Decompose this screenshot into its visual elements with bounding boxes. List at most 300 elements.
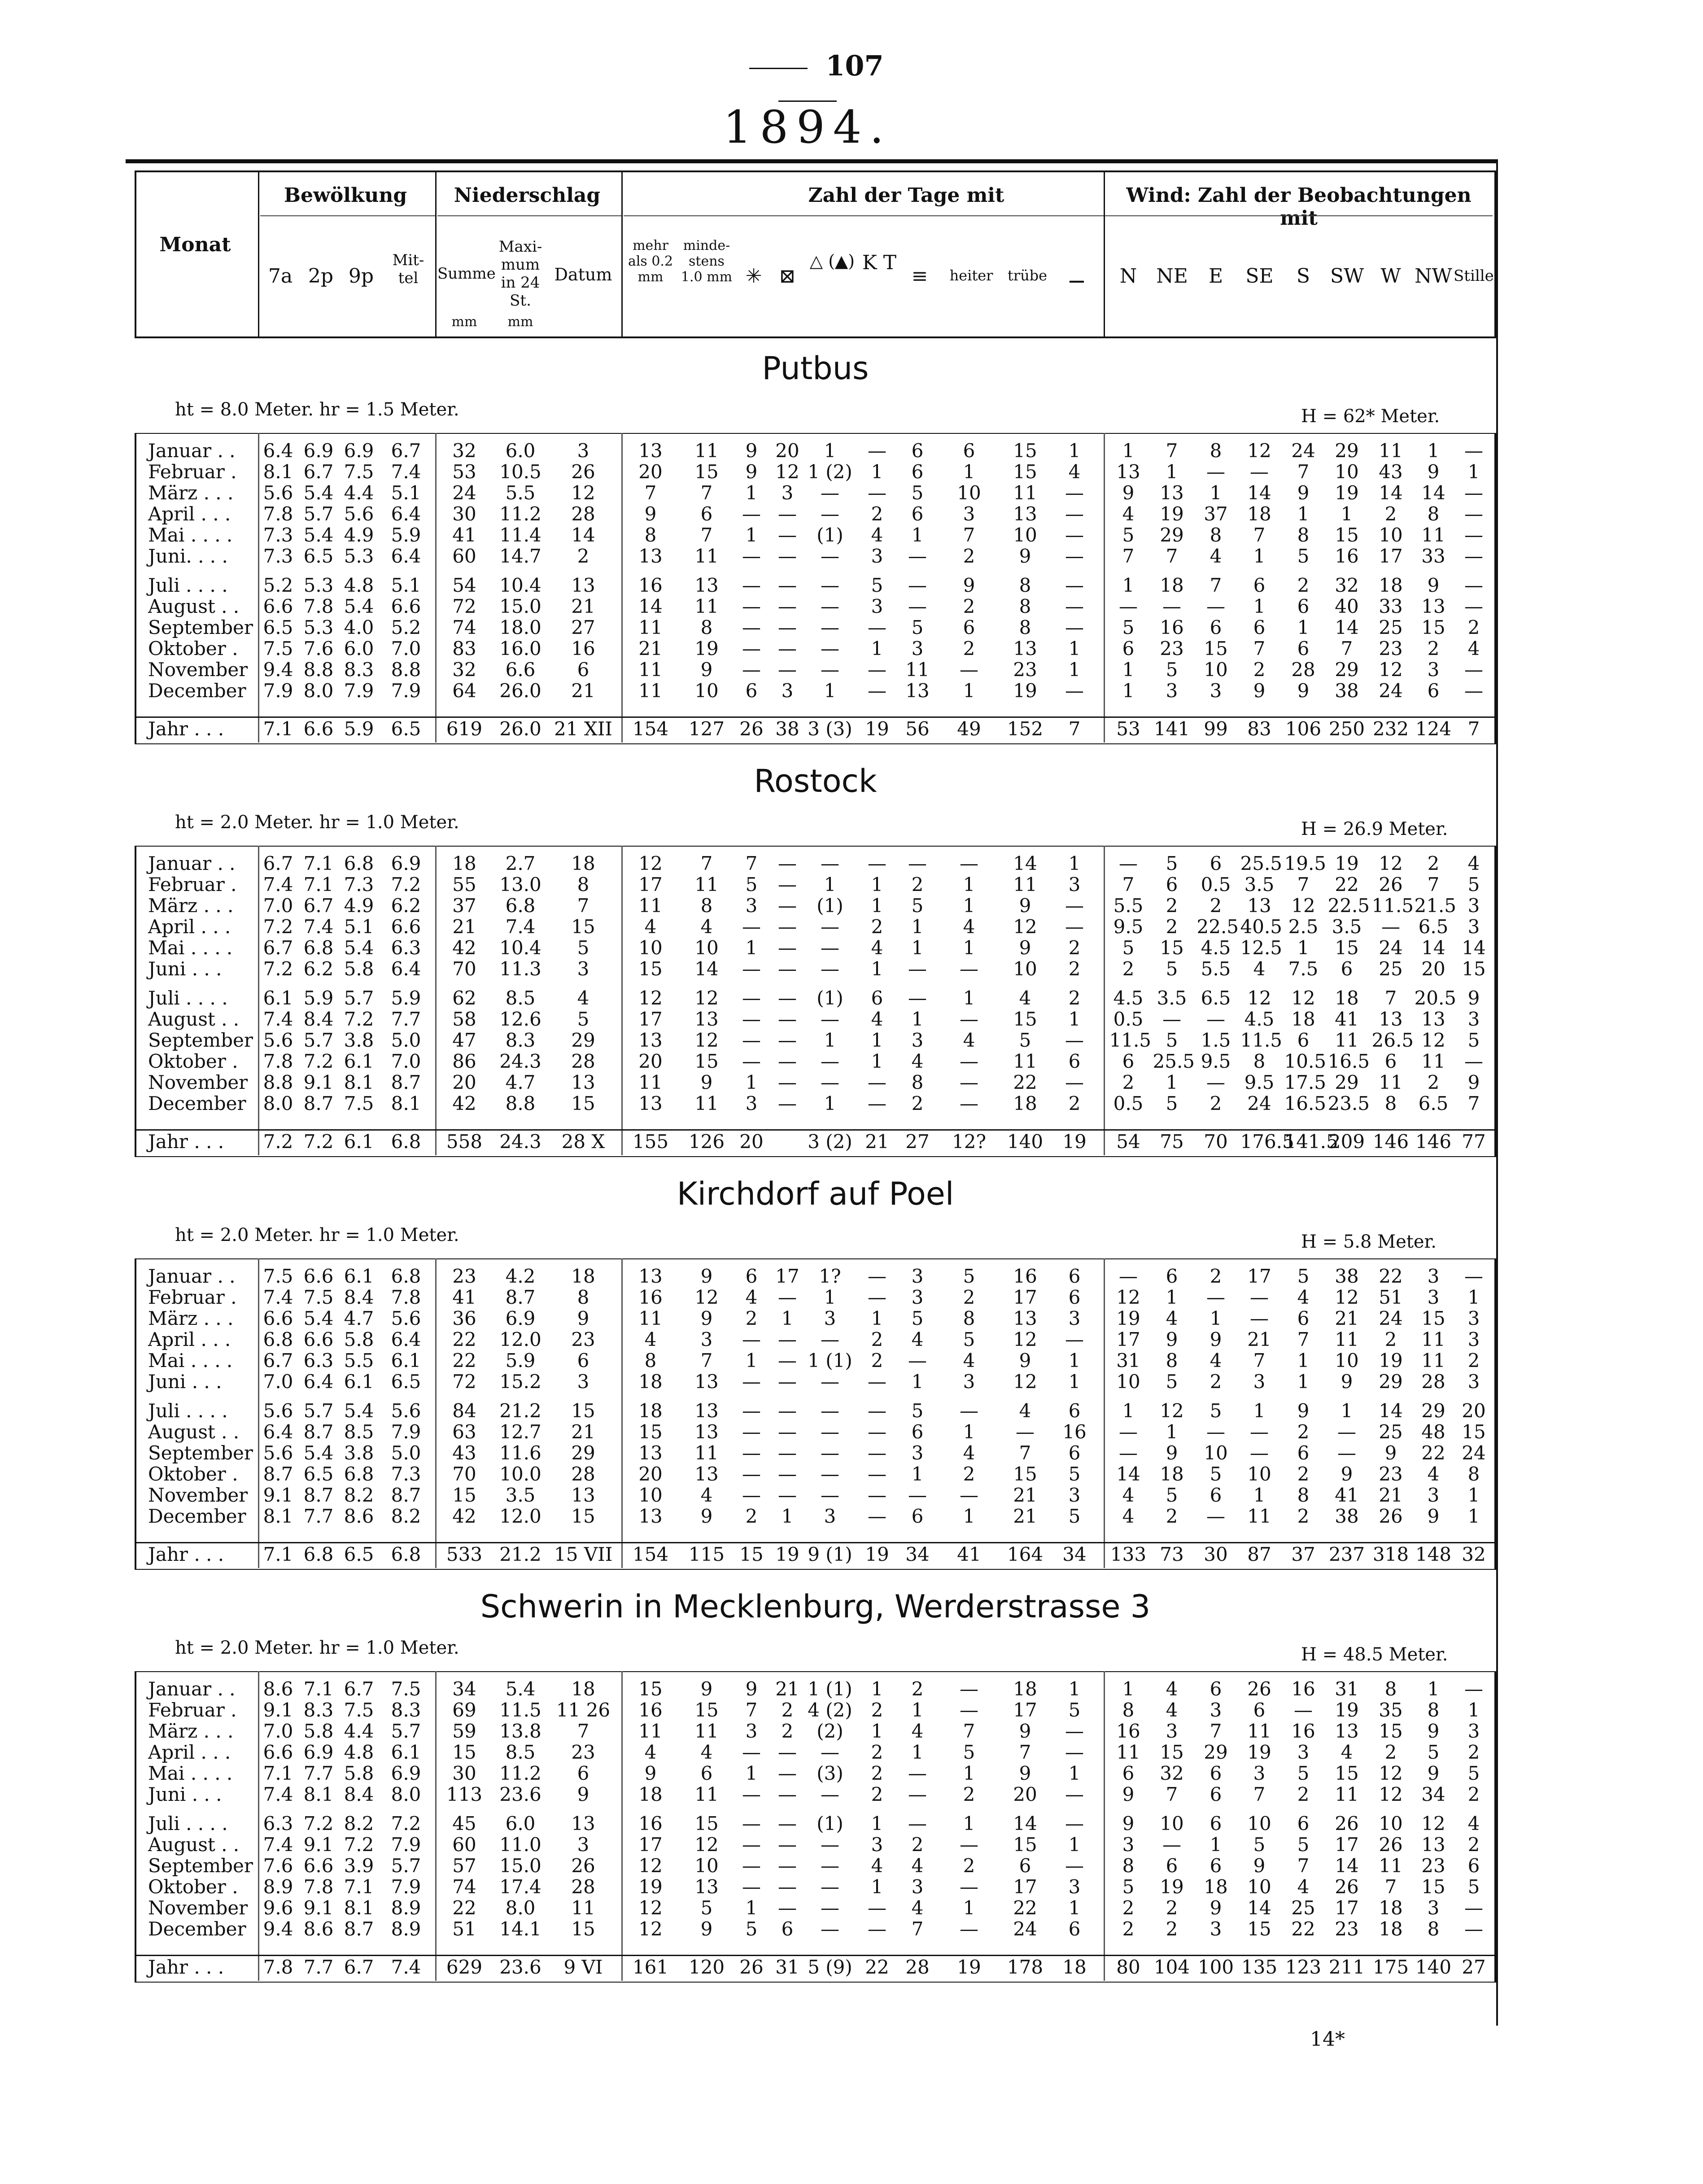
table-cell: 7.0 [391,638,421,660]
table-cell: 75 [1160,1131,1184,1153]
table-cell: 2 [963,638,975,660]
table-cell: — [778,1783,797,1805]
table-cell: 8.4 [303,1008,334,1030]
month-label: September [148,1442,253,1464]
table-cell: 7 [1122,545,1135,567]
table-cell: — [868,482,886,504]
table-cell: 15.0 [499,1855,541,1877]
table-cell: — [1119,1421,1138,1443]
table-cell: 1 [745,1897,758,1919]
table-cell: 3 [1467,1008,1480,1030]
table-cell: 9 [1297,482,1310,504]
table-cell: 1 [1253,545,1266,567]
table-cell: 7.4 [505,916,536,938]
table-cell: 32 [452,440,476,462]
month-label: Juli . . . . [148,987,228,1009]
table-cell: 6 [1210,1678,1222,1700]
table-cell: 4.0 [344,616,374,638]
table-cell: 34 [1062,1543,1087,1565]
table-cell: 6 [1253,616,1266,638]
table-row [135,895,1496,916]
table-cell: 5 [1068,1505,1081,1527]
table-cell: — [1250,1307,1269,1329]
table-cell: 9 [1210,1328,1222,1350]
table-cell: 14 [1462,937,1486,959]
table-cell: 6 [1210,1783,1222,1805]
table-cell: 12 [1291,895,1315,917]
table-cell: 8.8 [263,1071,293,1093]
table-cell: 4 [1122,1505,1135,1527]
table-cell: 8.1 [344,1071,374,1093]
table-cell: 2 [1427,852,1440,874]
table-cell: 140 [1415,1956,1452,1978]
table-cell: 5.4 [344,595,374,617]
table-cell: 3 [1210,1918,1222,1940]
table-cell: 1 [824,440,836,462]
table-cell: — [960,1050,978,1072]
table-cell: 3 [1210,1699,1222,1721]
table-cell: 12 [638,1918,663,1940]
table-cell: 41 [1335,1484,1359,1506]
table-cell: 9 (1) [808,1543,852,1565]
table-cell: 4 [963,1350,975,1372]
table-cell: 9.5 [1201,1050,1231,1072]
table-cell: 6 [700,503,713,525]
table-cell: — [821,1484,839,1506]
table-cell: 2 [1068,937,1081,959]
table-cell: — [868,852,886,874]
table-cell: 8.8 [303,659,334,681]
table-cell: 6 [1297,1307,1310,1329]
table-cell: 27 [1462,1956,1486,1978]
table-cell: 83 [1247,718,1271,740]
table-cell: 7 [1019,1741,1031,1763]
table-cell: — [821,1442,839,1464]
header-w-sw: SW [1330,265,1364,288]
table-cell: 250 [1328,718,1365,740]
table-cell: 9 [1427,1720,1440,1742]
header-n-summe: Summe [437,265,496,283]
table-cell: 27 [905,1131,930,1153]
table-cell: 176.5 [1240,1131,1294,1153]
table-cell: — [1250,1442,1269,1464]
table-cell: 3 [1068,1876,1081,1898]
table-cell: 6 [1341,958,1353,980]
table-cell: — [778,659,797,681]
table-row [135,1265,1496,1287]
table-cell: 3 [745,895,758,917]
table-cell: 12 [1421,1029,1445,1051]
table-cell: 72 [452,595,476,617]
table-cell: 6.4 [303,1371,334,1393]
month-label: März . . . [148,1307,234,1329]
table-cell: 4 [963,916,975,938]
table-cell: 113 [446,1783,483,1805]
table-cell: 30 [1204,1543,1228,1565]
table-cell: 3 [577,958,590,980]
table-cell: 19 [638,1876,663,1898]
table-cell: 6 [1297,595,1310,617]
table-cell: 54 [1116,1131,1140,1153]
table-cell: 8.4 [344,1783,374,1805]
table-cell: 8.2 [344,1813,374,1835]
table-cell: — [1206,595,1225,617]
table-cell: 29 [1421,1400,1445,1422]
table-cell: 18 [638,1371,663,1393]
table-cell: 11 [1247,1720,1271,1742]
table-cell: — [778,1834,797,1856]
table-cell: 8.6 [263,1678,293,1700]
table-cell: 10 [694,1855,719,1877]
table-cell: 11.5 [1109,1029,1152,1051]
header-w-n: N [1119,265,1137,288]
table-cell: 8.6 [303,1918,334,1940]
table-cell: 10 [1247,1463,1271,1485]
table-cell: 5 [577,937,590,959]
table-cell: 1 [824,1029,836,1051]
jahr-row [135,1542,1496,1565]
table-cell: 11 [638,680,663,702]
table-cell: 9 [1019,545,1031,567]
table-cell: 13 [1421,1834,1445,1856]
table-cell: 11 [1421,1050,1445,1072]
table-cell: 8 [1122,1699,1135,1721]
table-row [135,1813,1496,1834]
table-cell: 42 [452,937,476,959]
table-cell: 2 [1068,958,1081,980]
table-cell: 7.2 [303,1813,334,1835]
table-cell: 6 [1068,1265,1081,1287]
table-cell: 5.4 [303,1307,334,1329]
table-cell: 19 [1013,680,1037,702]
table-cell: 15 [1013,461,1037,483]
table-cell: 30 [452,1762,476,1784]
table-cell: 5 [911,1400,924,1422]
table-row [135,1463,1496,1485]
table-cell: 13 [694,1371,719,1393]
table-cell: 16 [638,1813,663,1835]
table-cell: 26 [1335,1813,1359,1835]
table-cell: 140 [1007,1131,1044,1153]
table-cell: 3 [871,1834,883,1856]
table-cell: 15 [1013,1834,1037,1856]
table-cell: 4.5 [1244,1008,1275,1030]
table-cell: 9 [1427,461,1440,483]
station-height-barometer: H = 5.8 Meter. [1301,1232,1437,1252]
table-cell: 22.5 [1327,895,1370,917]
table-cell: 24 [1379,1307,1403,1329]
table-cell: 20 [638,1463,663,1485]
right-rule [1496,159,1498,2026]
table-cell: — [908,1762,927,1784]
table-cell: 17 [1247,1265,1271,1287]
month-label: April . . . [148,1328,231,1350]
table-cell: 22 [452,1897,476,1919]
table-cell: — [960,659,978,681]
table-cell: 2 [1467,616,1480,638]
header-bewoelkung: Bewölkung [284,184,407,207]
table-cell: 10 [957,482,981,504]
table-cell: — [778,1050,797,1072]
table-cell: 9 [1019,895,1031,917]
table-cell: 29 [1335,1071,1359,1093]
table-cell: 1 [1341,1400,1353,1422]
table-cell: 5 [871,574,883,596]
table-cell: 11 [694,1092,719,1114]
table-cell: 13 [571,1071,595,1093]
table-cell: 5.4 [344,1400,374,1422]
table-cell: 72 [452,1371,476,1393]
table-cell: 120 [688,1956,725,1978]
table-cell: 7.1 [263,718,293,740]
table-cell: 6.8 [263,1328,293,1350]
table-cell: 8.1 [263,461,293,483]
header-b-9p: 9p [348,265,374,288]
table-cell: 15.2 [499,1371,541,1393]
table-cell: 13 [638,1505,663,1527]
header-t-fog: ≡ [911,265,928,288]
table-cell: 22 [1013,1071,1037,1093]
table-cell: 148 [1415,1543,1452,1565]
table-cell: — [821,937,839,959]
table-cell: 18.0 [499,616,541,638]
table-cell: 5 [1068,1463,1081,1485]
table-row [135,1505,1496,1527]
table-cell: 19 [694,638,719,660]
table-cell: 4 [1166,1307,1178,1329]
table-cell: 9 [1019,1762,1031,1784]
table-cell: — [778,545,797,567]
table-cell: — [778,958,797,980]
table-cell: — [868,680,886,702]
table-cell: — [778,1741,797,1763]
table-cell: 7.3 [263,545,293,567]
table-cell: 178 [1007,1956,1044,1978]
table-cell: 18 [1062,1956,1087,1978]
table-cell: 20 [638,1050,663,1072]
table-cell: 8.0 [505,1897,536,1919]
table-cell: 8.0 [303,680,334,702]
table-cell: 7.2 [263,958,293,980]
table-cell: 3.5 [1157,987,1187,1009]
table-cell: 4 [1019,987,1031,1009]
table-cell: 7 [1467,718,1480,740]
table-cell: 17 [1013,1699,1037,1721]
table-cell: 8 [644,524,657,546]
table-cell: 2 [1297,1421,1310,1443]
table-cell: 13 [694,1008,719,1030]
table-cell: 4 [963,1029,975,1051]
table-cell: 9 [1467,1071,1480,1093]
month-label: Mai . . . . [148,1762,233,1784]
table-cell: 3 [1427,1265,1440,1287]
table-row [135,524,1496,546]
table-cell: 1 [745,524,758,546]
table-cell: 10.0 [499,1463,541,1485]
table-cell: 6.4 [263,440,293,462]
table-cell: 4 [1210,545,1222,567]
table-cell: 5.6 [263,1400,293,1422]
table-cell: 5.6 [263,1029,293,1051]
table-cell: 5.4 [303,524,334,546]
table-cell: 7 [1297,461,1310,483]
table-cell: — [1464,1918,1483,1940]
table-cell: 12 [1379,1762,1403,1784]
table-cell: 17 [638,1008,663,1030]
table-cell: 20 [1421,958,1445,980]
table-cell: 21 [452,916,476,938]
table-cell: 6.6 [505,659,536,681]
table-cell: 74 [452,616,476,638]
table-cell: 25 [1379,616,1403,638]
table-cell: 4 [1297,1876,1310,1898]
table-cell: 7.5 [263,1265,293,1287]
month-label: August . . [148,1008,240,1030]
table-cell: 2 [963,545,975,567]
table-cell: 23 [452,1265,476,1287]
table-cell: 1 [1068,1834,1081,1856]
month-label: November [148,659,248,681]
table-cell: 232 [1372,718,1409,740]
table-cell: 16 [638,574,663,596]
table-cell: — [908,987,927,1009]
table-cell: 10 [1379,524,1403,546]
table-cell: 11 [1421,1350,1445,1372]
table-cell: 19 [865,1543,889,1565]
table-cell: 1 [871,638,883,660]
table-cell: 60 [452,1834,476,1856]
table-cell: 1 [911,1371,924,1393]
table-cell: — [960,1834,978,1856]
table-cell: 3 [700,1328,713,1350]
table-cell: 8 [1166,1350,1178,1372]
table-cell: 1 [1166,1286,1178,1308]
table-cell: 15 VII [554,1543,613,1565]
table-cell: 21 [1335,1307,1359,1329]
table-cell: — [1065,524,1084,546]
table-cell: 15 [1335,1762,1359,1784]
table-cell: 11 [1379,1855,1403,1877]
table-cell: 1 [871,895,883,917]
table-cell: 2 [1210,1371,1222,1393]
table-cell: 12 [694,1029,719,1051]
table-cell: 8 [1019,595,1031,617]
table-cell: — [1065,895,1084,917]
table-cell: 7.4 [391,1956,421,1978]
month-label: Januar . . [148,1265,236,1287]
table-cell: 3 [781,482,794,504]
table-cell: 126 [688,1131,725,1153]
table-cell: — [1206,1421,1225,1443]
table-cell: 9 [1122,482,1135,504]
table-cell: 9.5 [1113,916,1144,938]
table-cell: 1 [781,1505,794,1527]
month-label: Oktober . [148,1050,238,1072]
table-cell: — [778,503,797,525]
table-cell: 9 [700,659,713,681]
month-label: August . . [148,595,240,617]
table-cell: 6.8 [391,1131,421,1153]
table-cell: 7.3 [263,524,293,546]
table-cell: 6 [781,1918,794,1940]
table-cell: 21 [1379,1484,1403,1506]
table-cell: — [1250,461,1269,483]
table-cell: 8 [1210,524,1222,546]
station-table [135,846,1496,1160]
table-cell: — [778,1071,797,1093]
table-row [135,503,1496,524]
table-cell: 104 [1153,1956,1190,1978]
table-cell: 8 [1122,1855,1135,1877]
table-cell: 1 [1297,1350,1310,1372]
table-cell: 4 [1467,852,1480,874]
table-cell: 4 [871,1855,883,1877]
month-label: Juli . . . . [148,1400,228,1422]
table-cell: — [821,916,839,938]
table-cell: 70 [1204,1131,1228,1153]
header-w-nw: NW [1415,265,1452,288]
table-cell: 4 [871,937,883,959]
table-cell: 10.5 [499,461,541,483]
table-cell: 2 [1467,1741,1480,1763]
jahr-row [135,1955,1496,1978]
table-cell: 3 [911,1442,924,1464]
table-cell: 21 [1247,1328,1271,1350]
table-cell: 17.5 [1284,1071,1327,1093]
table-cell: 5.6 [391,1307,421,1329]
table-cell: 28 [1291,659,1315,681]
table-cell: — [960,1071,978,1093]
table-cell: 3 [745,1720,758,1742]
table-cell: — [778,895,797,917]
table-cell: 1 [963,1505,975,1527]
table-cell: (1) [817,524,843,546]
table-cell: (1) [817,987,843,1009]
table-cell: 8.9 [391,1897,421,1919]
table-cell: — [742,1783,761,1805]
table-cell: — [778,1897,797,1919]
table-cell: 5.9 [391,987,421,1009]
table-cell: 7.4 [263,1008,293,1030]
table-cell: 20.5 [1414,987,1457,1009]
table-cell: 5.3 [344,545,374,567]
table-cell: — [821,1400,839,1422]
table-cell: 154 [632,718,669,740]
table-cell: 152 [1007,718,1044,740]
table-cell: 6.5 [1418,1092,1449,1114]
table-cell: — [778,1463,797,1485]
table-cell: 2 [1297,574,1310,596]
table-cell: 1 [1467,461,1480,483]
table-cell: 29 [571,1442,595,1464]
table-cell: 5 [911,1307,924,1329]
table-row [135,440,1496,461]
table-cell: 8.7 [391,1484,421,1506]
table-cell: 34 [1421,1783,1445,1805]
table-cell: 6.8 [303,1543,334,1565]
table-cell: 8 [700,895,713,917]
table-cell: 4 [963,1442,975,1464]
table-cell: 7.6 [303,638,334,660]
table-cell: 2 [871,1762,883,1784]
table-cell: 8.5 [505,1741,536,1763]
table-cell: 7.1 [263,1543,293,1565]
table-cell: 1 [1122,440,1135,462]
table-cell: 23 [1013,659,1037,681]
month-label: Jahr . . . [148,1131,224,1153]
table-cell: 18 [1379,1918,1403,1940]
table-cell: 7 [1253,638,1266,660]
